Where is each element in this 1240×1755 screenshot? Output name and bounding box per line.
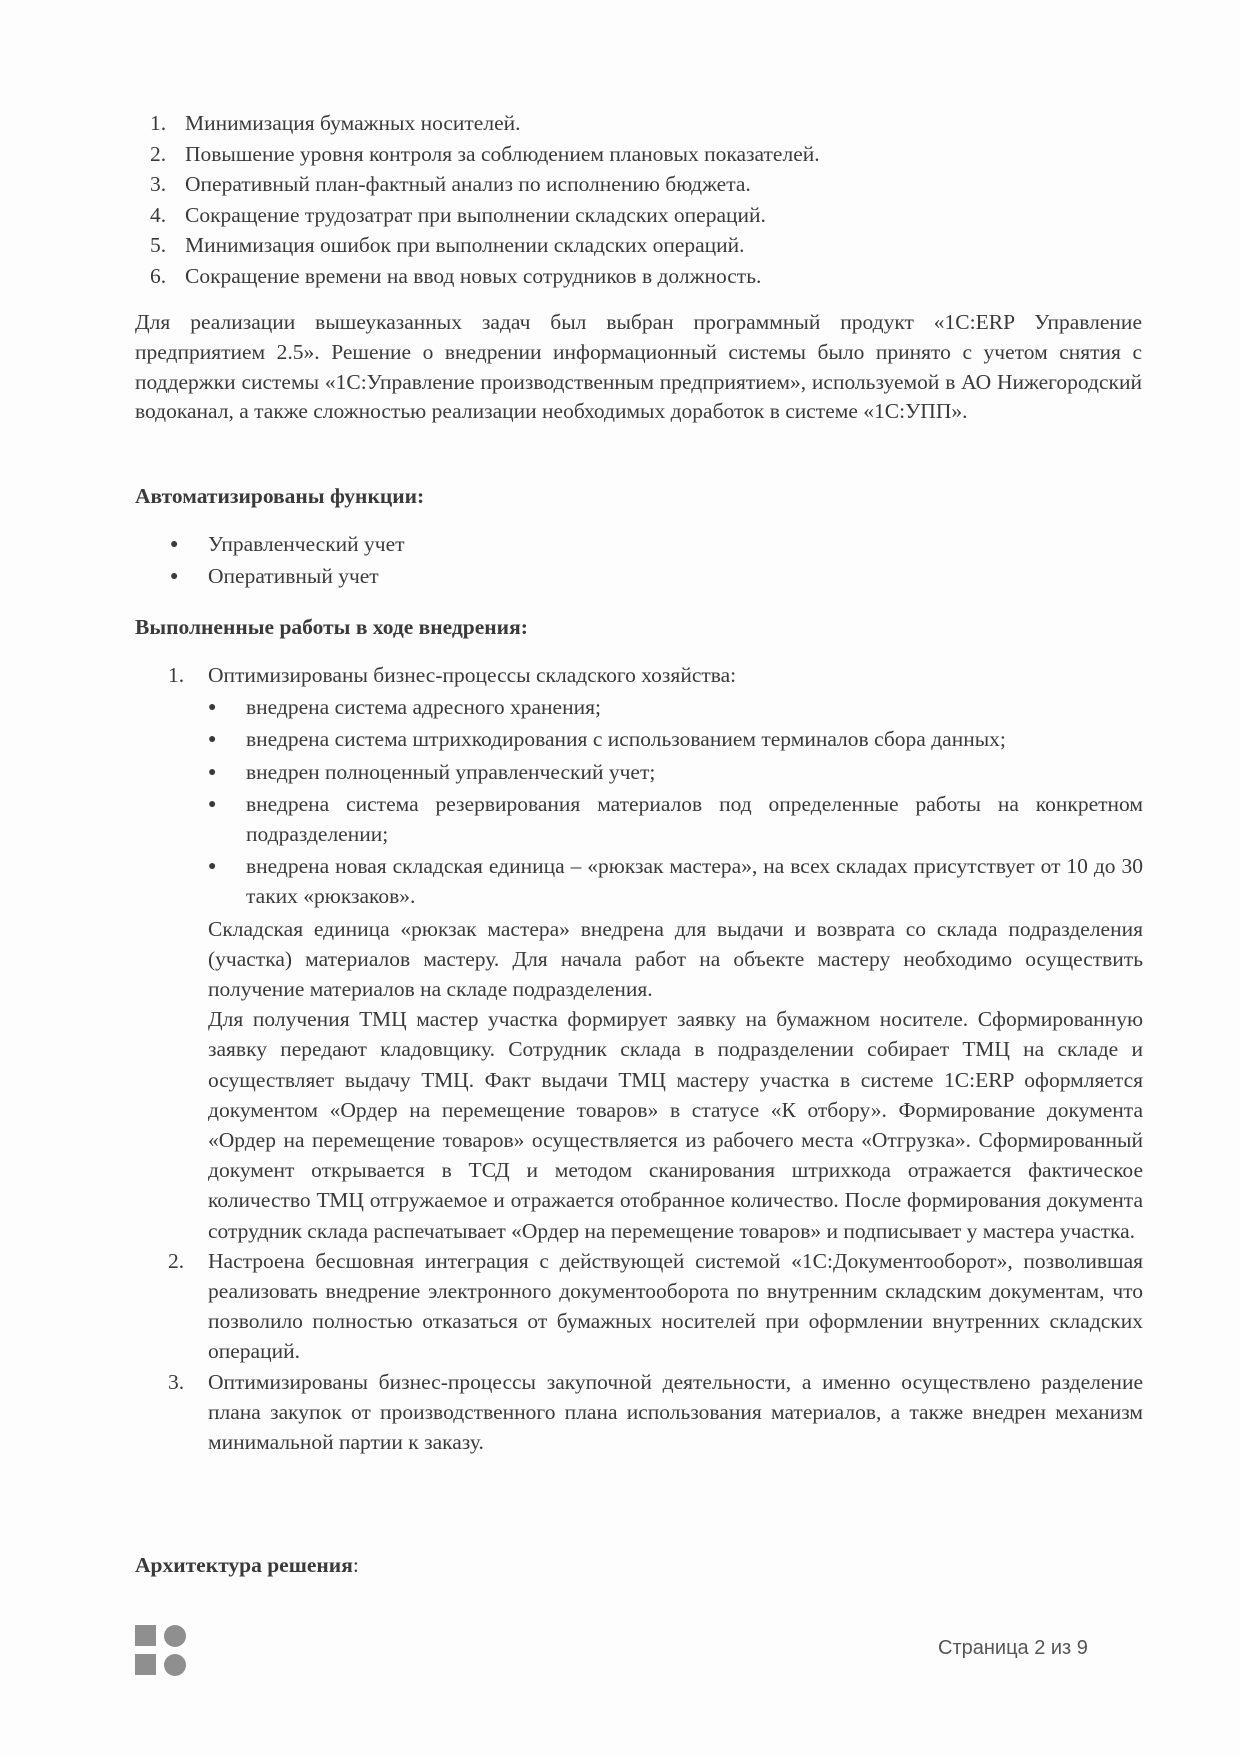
- work-text: Оптимизированы бизнес-процессы закупочной деятельности, а именно осуществлено разделение плана закупок от производственного плана использования материалов, а также внедрен механизм минимальной партии к заказу.: [208, 1369, 1143, 1455]
- list-number: 2.: [168, 1248, 185, 1273]
- list-number: 5.: [150, 233, 167, 258]
- list-text: Оперативный план-фактный анализ по исполнению бюджета.: [185, 172, 751, 197]
- list-text: внедрена система адресного хранения;: [246, 695, 601, 720]
- list-number: 4.: [150, 202, 167, 227]
- list-item: [150, 170, 1150, 201]
- list-item: [208, 724, 1143, 754]
- page-number: Страница 2 из 9: [938, 1637, 1088, 1659]
- list-item: [150, 201, 1150, 232]
- list-number: 6.: [150, 263, 167, 288]
- list-item: [150, 262, 1150, 293]
- list-item: [208, 692, 1143, 722]
- bullet-icon: ●: [208, 859, 217, 875]
- work-title: Оптимизированы бизнес-процессы складского хозяйства:: [208, 663, 737, 687]
- list-text: Управленческий учет: [208, 532, 405, 556]
- tmc-process-paragraph: Для получения ТМЦ мастер участка формирует заявку на бумажном носителе. Сформированную заявку передают кладовщику. Сотрудник склада в подразделении собирает ТМЦ на складе и осуществляет выдачу ТМЦ. Факт выдачи ТМЦ мастеру участка в системе 1С:ERP оформляется документом «Ордер на перемещение товаров» в статусе «К отбору». Формирование документа «Ордер на перемещение товаров» осуществляется из рабочего места «Отгрузка». Сформированный документ открывается в ТСД и методом сканирования штрихкода отражается фактическое количество ТМЦ отгружаемое и отражается отобранное количество. После формирования документа сотрудник склада распечатывает «Ордер на перемещение товаров» и подписывает у мастера участка.: [208, 1007, 1143, 1243]
- list-text: Минимизация бумажных носителей.: [185, 111, 521, 135]
- list-text: внедрена новая складская единица – «рюкзак мастера», на всех складах присутствует от 10 до 30 таких «рюкзаков».: [246, 854, 1143, 909]
- work-item-1: [168, 660, 1143, 1246]
- list-item: [208, 757, 1143, 787]
- architecture-heading-colon: :: [352, 1553, 359, 1577]
- completed-works-heading: Выполненные работы в ходе внедрения:: [135, 615, 528, 639]
- list-item: [150, 140, 1150, 171]
- bullet-icon: ●: [208, 796, 217, 812]
- list-item: [150, 231, 1150, 262]
- sub-bullet-list: [208, 692, 1143, 911]
- list-number: 3.: [168, 1369, 185, 1394]
- list-item: [150, 109, 1150, 140]
- list-text: Сокращение трудозатрат при выполнении складских операций.: [185, 202, 766, 227]
- list-item: [170, 530, 970, 562]
- list-text: Сокращение времени на ввод новых сотрудников в должность.: [185, 263, 762, 288]
- list-text: внедрена система резервирования материалов под определенные работы на конкретном подразделении;: [246, 791, 1143, 847]
- list-item: [208, 789, 1143, 849]
- work-item-2: [168, 1246, 1143, 1367]
- architecture-heading: [135, 1553, 359, 1578]
- bullet-icon: ●: [208, 732, 217, 748]
- architecture-heading-text: Архитектура решения: [135, 1553, 353, 1577]
- list-text: Минимизация ошибок при выполнении складских операций.: [185, 233, 745, 258]
- completed-works-list: [168, 660, 1143, 1457]
- list-item: [170, 562, 970, 594]
- list-text: внедрена система штрихкодирования с использованием терминалов сбора данных;: [246, 727, 1006, 752]
- squares-circles-logo-icon: [135, 1625, 187, 1677]
- automated-functions-list: [170, 530, 970, 594]
- work-item-3: [168, 1367, 1143, 1458]
- goals-list: [150, 109, 1150, 293]
- bullet-icon: ●: [170, 569, 179, 584]
- list-text: Оперативный учет: [208, 564, 379, 588]
- list-number: 2.: [150, 141, 167, 166]
- backpack-paragraph: Складская единица «рюкзак мастера» внедрена для выдачи и возврата со склада подразделения (участка) материалов мастеру. Для начала работ на объекте мастеру необходимо осуществить получение материалов на складе подразделения.: [208, 916, 1143, 1002]
- automated-functions-heading: Автоматизированы функции:: [135, 484, 425, 508]
- bullet-icon: ●: [208, 700, 217, 716]
- list-number: 1.: [150, 111, 167, 135]
- list-number: 3.: [150, 172, 167, 197]
- list-item: [208, 851, 1143, 911]
- bullet-icon: ●: [208, 764, 217, 780]
- bullet-icon: ●: [170, 537, 179, 552]
- list-number: 1.: [168, 663, 185, 687]
- list-text: внедрен полноценный управленческий учет;: [246, 759, 656, 784]
- list-text: Повышение уровня контроля за соблюдением плановых показателей.: [185, 141, 820, 166]
- intro-paragraph: Для реализации вышеуказанных задач был выбран программный продукт «1С:ERP Управление предприятием 2.5». Решение о внедрении информационный системы было принято с учетом снятия с поддержки системы «1С:Управление производственным предприятием», используемой в АО Нижегородский водоканал, а также сложностью реализации необходимых доработок в системе «1С:УПП».: [135, 310, 1142, 424]
- work-text: Настроена бесшовная интеграция с действующей системой «1С:Документооборот», позволившая реализовать внедрение электронного документооборота по внутренним складским документам, что позволило полностью отказаться от бумажных носителей при оформлении внутренних складских операций.: [208, 1248, 1143, 1364]
